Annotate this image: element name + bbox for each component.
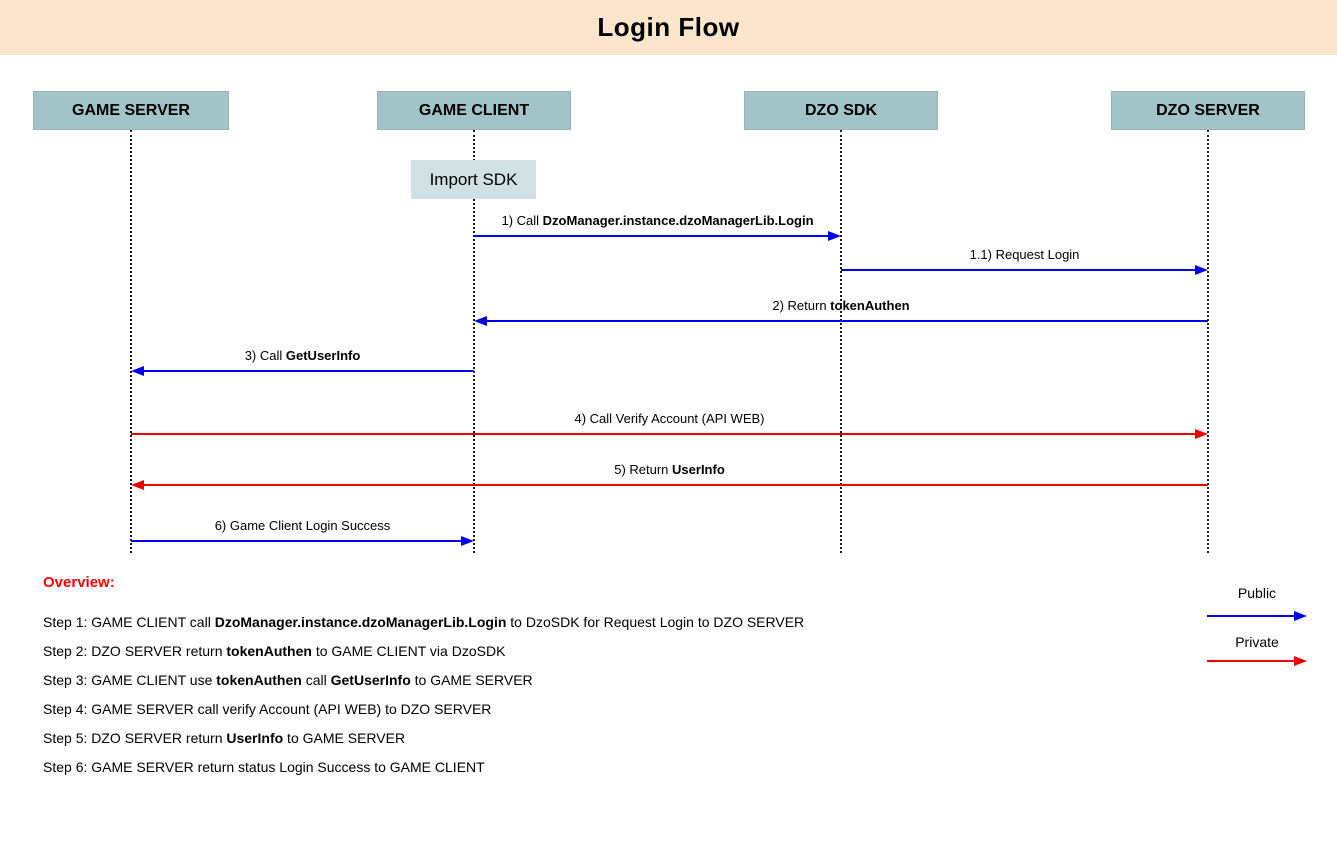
text-segment: 1.1) Request Login [969,247,1080,262]
text-segment: to GAME CLIENT via DzoSDK [311,643,506,659]
legend-private-arrowhead [1294,656,1307,666]
bold-text-segment: UserInfo [226,730,284,746]
bold-text-segment: tokenAuthen [830,298,910,313]
actor-label: GAME SERVER [72,101,190,119]
text-segment: 1) Call [501,213,543,228]
message-label [841,247,1208,262]
message-arrowhead [474,316,487,326]
message-line [841,269,1198,271]
bold-text-segment: tokenAuthen [226,643,312,659]
actor-box-game-client [377,91,571,130]
message-arrowhead [461,536,474,546]
text-segment: 5) Return [614,462,673,477]
bold-text-segment: GetUserInfo [330,672,411,688]
legend-private-arrow-line [1207,660,1295,662]
message-label [131,462,1208,477]
actor-label: GAME CLIENT [418,101,530,119]
text-segment: 2) Return [772,298,831,313]
text-segment: to GAME SERVER [410,672,533,688]
bold-text-segment: tokenAuthen [216,672,302,688]
text-segment: to DzoSDK for Request Login to DZO SERVER [506,614,805,630]
message-1 [474,213,841,243]
message-5 [131,462,1208,492]
overview-heading: Overview: [43,574,115,591]
overview-step-6 [43,759,485,775]
text-segment: Step 2: DZO SERVER return [43,643,227,659]
message-arrowhead [1195,429,1208,439]
text-segment: call [301,672,331,688]
bold-text-segment: UserInfo [672,462,725,477]
message-arrowhead [828,231,841,241]
overview-step-1 [43,614,804,630]
overview-step-2 [43,643,505,659]
message-6 [131,518,474,548]
text-segment: Step 6: GAME SERVER return status Login Success to GAME CLIENT [43,759,485,775]
overview-step-4 [43,701,491,717]
message-line [141,370,474,372]
text-segment: Step 4: GAME SERVER call verify Account (API WEB) to DZO SERVER [43,701,492,717]
message-label [474,298,1208,313]
actor-box-dzo-server [1111,91,1305,130]
text-segment: 3) Call [244,348,286,363]
text-segment: 6) Game Client Login Success [214,518,391,533]
text-segment: Step 1: GAME CLIENT call [43,614,215,630]
bold-text-segment: GetUserInfo [285,348,361,363]
message-label [131,411,1208,426]
text-segment: Step 5: DZO SERVER return [43,730,227,746]
message-line [484,320,1208,322]
legend-public-arrowhead [1294,611,1307,621]
message-line [131,433,1198,435]
message-label [131,518,474,533]
message-1.1 [841,247,1208,277]
overview-step-3 [43,672,533,688]
page-title: Login Flow [597,12,740,42]
message-label [474,213,841,228]
message-line [131,540,464,542]
message-2 [474,298,1208,328]
legend-private-label: Private [1235,634,1279,650]
legend-public-label: Public [1237,585,1277,601]
actor-label: DZO SERVER [1156,101,1260,119]
message-arrowhead [131,480,144,490]
text-segment: to GAME SERVER [283,730,406,746]
bold-text-segment: DzoManager.instance.dzoManagerLib.Login [214,614,507,630]
message-arrowhead [131,366,144,376]
actor-box-game-server [33,91,229,130]
message-arrowhead [1195,265,1208,275]
message-label [131,348,474,363]
text-segment: Step 3: GAME CLIENT use [43,672,217,688]
legend-public-arrow-line [1207,615,1295,617]
bold-text-segment: DzoManager.instance.dzoManagerLib.Login [542,213,814,228]
message-3 [131,348,474,378]
message-line [141,484,1208,486]
message-line [474,235,831,237]
note-box-import-sdk: Import SDK [411,160,536,199]
actor-box-dzo-sdk [744,91,938,130]
text-segment: 4) Call Verify Account (API WEB) [574,411,765,426]
actor-label: DZO SDK [805,101,877,119]
overview-step-5 [43,730,405,746]
message-4 [131,411,1208,441]
